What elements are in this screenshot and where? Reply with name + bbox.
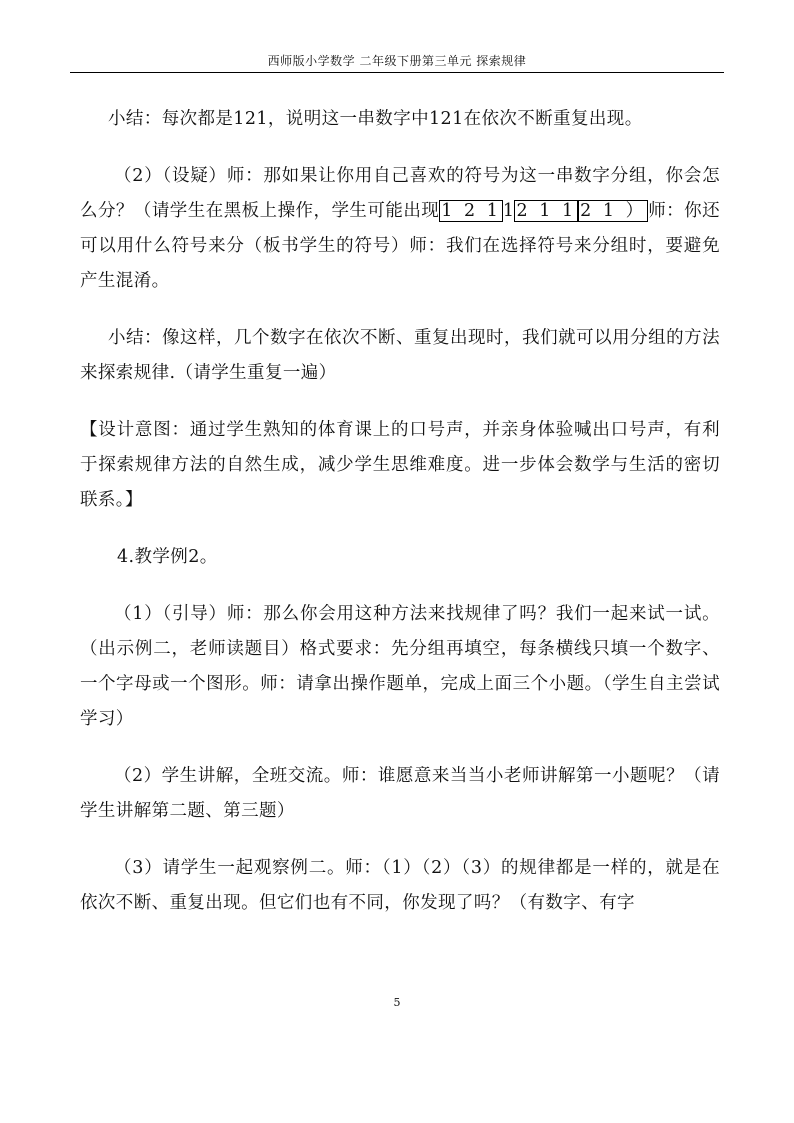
p2-mid: 1	[502, 201, 515, 221]
summary-paragraph-1: 小结：每次都是121，说明这一串数字中121在依次不断重复出现。	[108, 109, 643, 129]
summary-paragraph-2: 小结：像这样，几个数字在依次不断、重复出现时，我们就可以用分组的方法来探索规律.（请学生重复一遍）	[80, 328, 720, 383]
observe-paragraph: （3）请学生一起观察例二。师：（1）（2）（3）的规律都是一样的，就是在依次不断、重复出现。但它们也有不同，你发现了吗？（有数字、有字	[80, 858, 720, 913]
design-intent-paragraph: 【设计意图：通过学生熟知的体育课上的口号声，并亲身体验喊出口号声，有利于探索规律方法的自然生成，减少学生思维难度。进一步体会数学与生活的密切联系。】	[80, 420, 720, 510]
p2-text-a: （2）（设疑）师：那如果让你用自己喜欢的符号为这一串数字分组，你会怎么分？（请学生在黑板上操作，学生可能出现	[80, 166, 720, 221]
guide-paragraph: （1）（引导）师：那么你会用这种方法来找规律了吗？我们一起来试一试。（出示例二，老师读题目）格式要求：先分组再填空，每条横线只填一个数字、一个字母或一个图形。师：请拿出操作题单，完成上面三个小题。（学生自主尝试学习）	[80, 604, 720, 729]
document-body	[80, 102, 720, 921]
explain-paragraph: （2）学生讲解，全班交流。师：谁愿意来当当小老师讲解第一小题呢？（请学生讲解第二题、第三题）	[80, 766, 720, 821]
section-heading-example-2: 4.教学例2。	[117, 547, 218, 567]
header-divider	[70, 72, 724, 73]
page-number: 5	[393, 996, 401, 1009]
group-box-2: 2 1 1	[516, 201, 577, 221]
question-paragraph-2	[80, 159, 720, 299]
group-box-3: 2 1 ）	[580, 201, 647, 221]
group-box-1: 1 2 1	[441, 201, 501, 221]
p2-text-b: 师：你还可以用什么符号来分（板书学生的符号）师：我们在选择符号来分组时，要避免产生混淆。	[80, 201, 720, 291]
page-header: 西师版小学数学 二年级下册第三单元 探索规律	[267, 54, 527, 68]
